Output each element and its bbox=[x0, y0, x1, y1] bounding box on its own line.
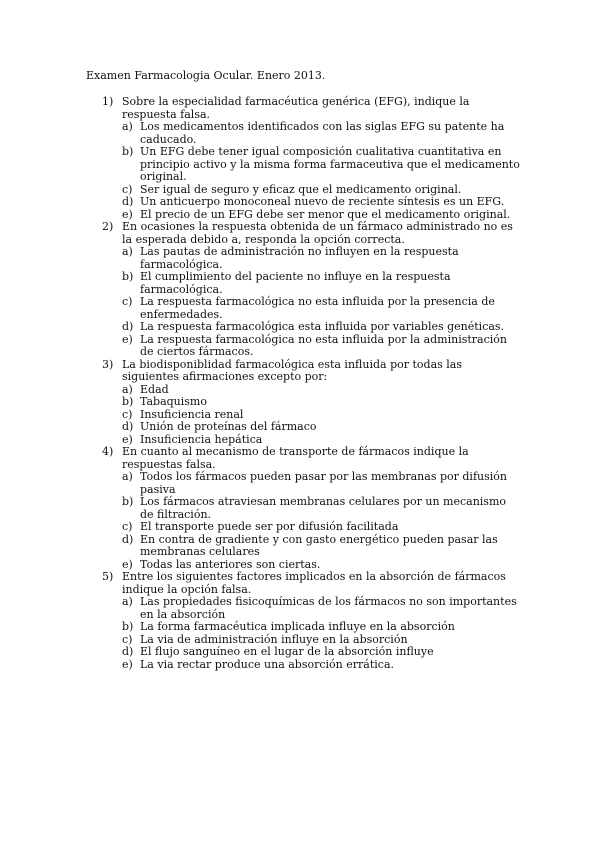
option-list bbox=[0, 471, 600, 571]
option-letter: d) bbox=[122, 195, 134, 208]
option-text: Las pautas de administración no influyen en la respuesta farmacológica. bbox=[140, 245, 459, 271]
option-letter: c) bbox=[122, 407, 133, 421]
answer-option bbox=[0, 659, 600, 672]
answer-option bbox=[0, 646, 600, 659]
question-text: Entre los siguientes factores implicados en la absorción de fármacos indique la opción falsa. bbox=[122, 570, 506, 596]
option-text: Insuficiencia renal bbox=[140, 407, 244, 421]
option-letter: a) bbox=[122, 595, 133, 608]
option-text: La via de administración influye en la absorción bbox=[140, 632, 408, 646]
option-text: Tabaquismo bbox=[140, 395, 207, 408]
option-letter: e) bbox=[122, 557, 133, 571]
option-letter: a) bbox=[122, 470, 133, 483]
option-text: Un anticuerpo monoconeal nuevo de reciente síntesis es un EFG. bbox=[140, 195, 505, 208]
answer-option bbox=[0, 196, 600, 209]
option-letter: b) bbox=[122, 620, 134, 633]
option-letter: b) bbox=[122, 270, 134, 283]
answer-option bbox=[0, 246, 600, 271]
option-list bbox=[0, 246, 600, 359]
option-letter: c) bbox=[122, 182, 133, 196]
option-letter: b) bbox=[122, 495, 134, 508]
option-letter: a) bbox=[122, 120, 133, 133]
option-text: La forma farmacéutica implicada influye en la absorción bbox=[140, 620, 455, 633]
answer-option bbox=[0, 621, 600, 634]
answer-option bbox=[0, 296, 600, 321]
option-text: Las propiedades fisicoquímicas de los fármacos no son importantes en la absorción bbox=[140, 595, 517, 621]
option-text: El flujo sanguíneo en el lugar de la absorción influye bbox=[140, 645, 434, 658]
option-letter: d) bbox=[122, 532, 134, 546]
option-text: El transporte puede ser por difusión facilitada bbox=[140, 520, 399, 533]
answer-option bbox=[0, 146, 600, 184]
answer-option bbox=[0, 334, 600, 359]
option-letter: c) bbox=[122, 295, 133, 308]
option-text: La respuesta farmacológica no esta influida por la presencia de enfermedades. bbox=[140, 295, 495, 321]
option-text: Un EFG debe tener igual composición cualitativa cuantitativa en principio activo y la misma forma farmaceutiva que el medicamento original. bbox=[140, 145, 520, 183]
option-letter: d) bbox=[122, 420, 134, 433]
question-text: Sobre la especialidad farmacéutica genérica (EFG), indique la respuesta falsa. bbox=[122, 95, 470, 121]
answer-option bbox=[0, 534, 600, 559]
option-letter: a) bbox=[122, 382, 133, 396]
option-text: Los medicamentos identificados con las siglas EFG su patente ha caducado. bbox=[140, 120, 505, 146]
answer-option bbox=[0, 396, 600, 409]
question-2 bbox=[0, 221, 600, 359]
answer-option bbox=[0, 121, 600, 146]
option-letter: a) bbox=[122, 245, 133, 258]
answer-option bbox=[0, 496, 600, 521]
option-letter: e) bbox=[122, 432, 133, 446]
option-text: El cumplimiento del paciente no influye en la respuesta farmacológica. bbox=[140, 270, 451, 296]
question-1 bbox=[0, 96, 600, 221]
option-list bbox=[0, 384, 600, 447]
question-number: 1) bbox=[102, 95, 114, 108]
question-number: 2) bbox=[102, 220, 114, 233]
option-letter: d) bbox=[122, 320, 134, 333]
question-text: En cuanto al mecanismo de transporte de fármacos indique la respuestas falsa. bbox=[122, 445, 469, 471]
option-text: Insuficiencia hepática bbox=[140, 432, 263, 446]
option-letter: e) bbox=[122, 332, 133, 346]
option-list bbox=[0, 596, 600, 671]
answer-option bbox=[0, 271, 600, 296]
option-letter: b) bbox=[122, 145, 134, 158]
answer-option bbox=[0, 596, 600, 621]
answer-option bbox=[0, 421, 600, 434]
option-text: Edad bbox=[140, 382, 169, 396]
option-letter: e) bbox=[122, 207, 133, 221]
option-text: Todas las anteriores son ciertas. bbox=[140, 557, 321, 571]
option-text: Los fármacos atraviesan membranas celulares por un mecanismo de filtración. bbox=[140, 495, 507, 521]
option-text: El precio de un EFG debe ser menor que el medicamento original. bbox=[140, 207, 511, 221]
question-3 bbox=[0, 359, 600, 447]
question-text: La biodisponiblidad farmacológica esta influida por todas las siguientes afirmaciones excepto por: bbox=[122, 357, 462, 383]
question-number: 3) bbox=[102, 357, 114, 371]
question-5 bbox=[0, 571, 600, 671]
answer-option bbox=[0, 321, 600, 334]
question-list bbox=[0, 96, 600, 671]
option-letter: c) bbox=[122, 520, 133, 533]
option-list bbox=[0, 121, 600, 221]
answer-option bbox=[0, 471, 600, 496]
question-text: En ocasiones la respuesta obtenida de un fármaco administrado no es la esperada debido a, responda la opción correcta. bbox=[122, 220, 513, 246]
question-number: 5) bbox=[102, 570, 114, 583]
answer-option bbox=[0, 521, 600, 534]
option-letter: b) bbox=[122, 395, 134, 408]
exam-title: Examen Farmacologia Ocular. Enero 2013. bbox=[86, 69, 326, 82]
option-text: En contra de gradiente y con gasto energético pueden pasar las membranas celulares bbox=[140, 532, 498, 558]
question-4 bbox=[0, 446, 600, 571]
option-text: La respuesta farmacológica esta influida por variables genéticas. bbox=[140, 320, 505, 333]
option-text: La via rectar produce una absorción errática. bbox=[140, 657, 394, 671]
option-letter: e) bbox=[122, 657, 133, 671]
option-letter: c) bbox=[122, 632, 133, 646]
answer-option bbox=[0, 384, 600, 397]
option-text: Todos los fármacos pueden pasar por las membranas por difusión pasiva bbox=[140, 470, 507, 496]
option-text: Unión de proteínas del fármaco bbox=[140, 420, 317, 433]
option-text: Ser igual de seguro y eficaz que el medicamento original. bbox=[140, 182, 462, 196]
question-number: 4) bbox=[102, 445, 114, 458]
option-letter: d) bbox=[122, 645, 134, 658]
option-text: La respuesta farmacológica no esta influida por la administración de ciertos fármacos. bbox=[140, 332, 507, 358]
